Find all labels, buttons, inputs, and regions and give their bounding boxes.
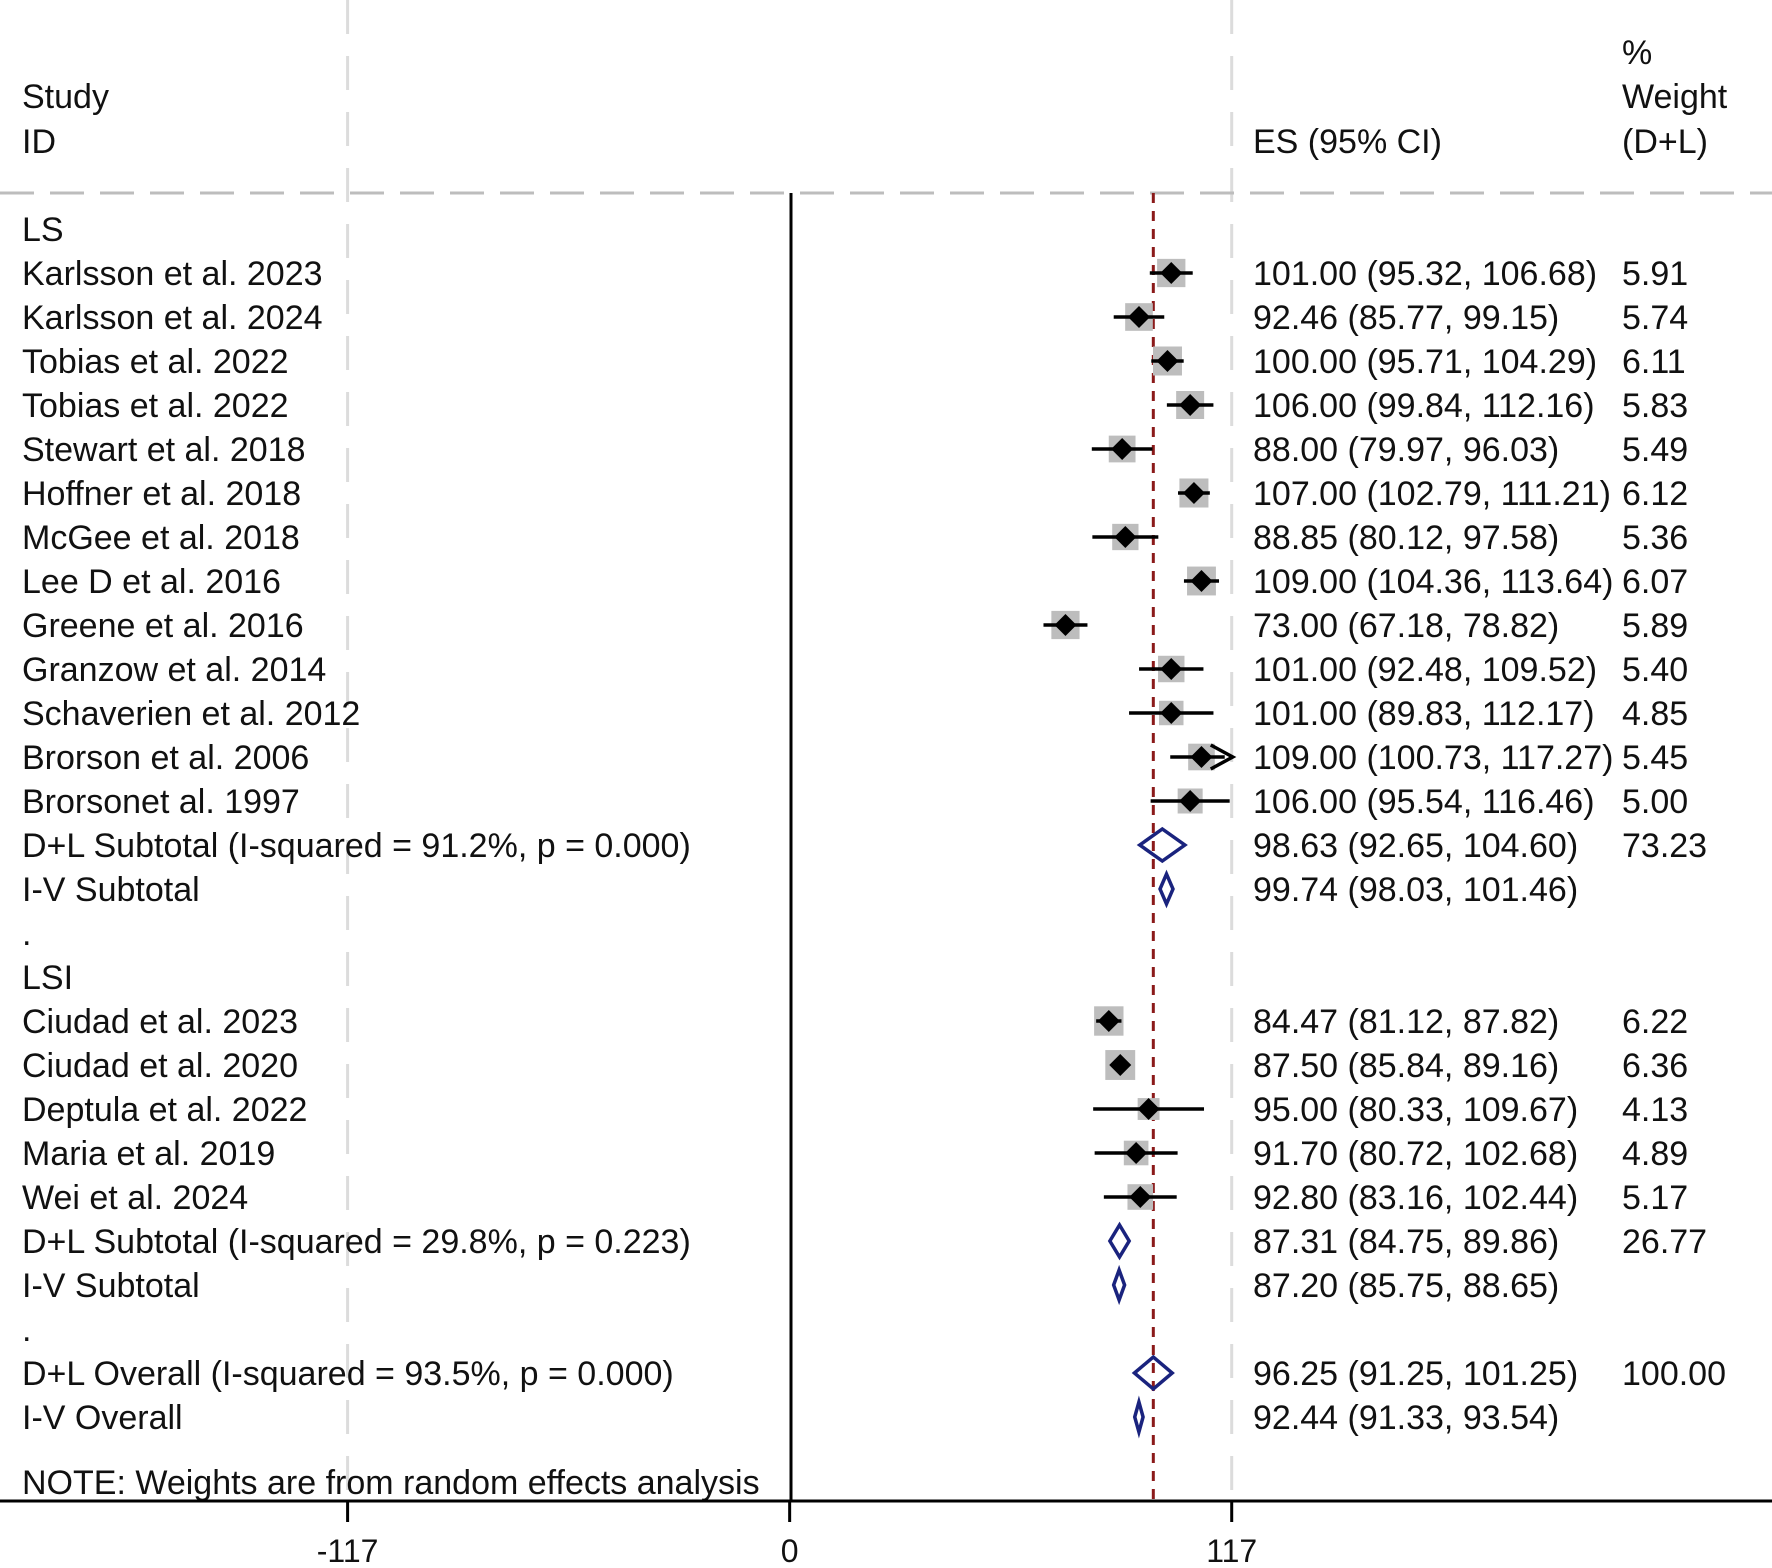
weights-note: NOTE: Weights are from random effects analysis xyxy=(22,1464,760,1502)
row-es-ci: 73.00 (67.18, 78.82) xyxy=(1253,607,1560,645)
row-label: Deptula et al. 2022 xyxy=(22,1091,308,1129)
row-label: Greene et al. 2016 xyxy=(22,607,304,645)
pooled-diamond-iv xyxy=(1160,874,1173,904)
row-study xyxy=(22,343,1686,381)
row-study xyxy=(22,783,1688,821)
row-label: D+L Subtotal (I-squared = 91.2%, p = 0.000) xyxy=(22,827,691,865)
row-label: I-V Subtotal xyxy=(22,1267,200,1305)
row-study xyxy=(22,1135,1688,1173)
row-weight: 5.00 xyxy=(1622,783,1689,821)
row-group xyxy=(22,959,73,997)
header-weight-line1: % xyxy=(1622,34,1653,72)
row-study xyxy=(22,387,1688,425)
row-es-ci: 87.31 (84.75, 89.86) xyxy=(1253,1223,1560,1261)
row-study xyxy=(22,255,1688,293)
row-weight: 6.22 xyxy=(1622,1003,1689,1041)
row-es-ci: 109.00 (100.73, 117.27) xyxy=(1253,739,1614,777)
row-label: Maria et al. 2019 xyxy=(22,1135,276,1173)
row-es-ci: 109.00 (104.36, 113.64) xyxy=(1253,563,1614,601)
row-es-ci: 87.20 (85.75, 88.65) xyxy=(1253,1267,1560,1305)
header-study-line1: Study xyxy=(22,78,109,116)
pooled-diamond-dl xyxy=(1110,1225,1129,1257)
row-weight: 6.07 xyxy=(1622,563,1689,601)
row-weight: 4.85 xyxy=(1622,695,1689,733)
row-label: Brorson et al. 2006 xyxy=(22,739,310,777)
row-weight: 5.83 xyxy=(1622,387,1689,425)
row-label: Hoffner et al. 2018 xyxy=(22,475,302,513)
row-study xyxy=(22,651,1688,689)
row-weight: 6.36 xyxy=(1622,1047,1689,1085)
header-weight-line3: (D+L) xyxy=(1622,123,1708,161)
row-es-ci: 106.00 (95.54, 116.46) xyxy=(1253,783,1595,821)
row-label: D+L Overall (I-squared = 93.5%, p = 0.000) xyxy=(22,1355,674,1393)
row-weight: 5.40 xyxy=(1622,651,1689,689)
row-label: Karlsson et al. 2024 xyxy=(22,299,323,337)
row-label: LSI xyxy=(22,959,74,997)
row-es-ci: 95.00 (80.33, 109.67) xyxy=(1253,1091,1579,1129)
row-weight: 5.89 xyxy=(1622,607,1689,645)
row-weight: 4.13 xyxy=(1622,1091,1689,1129)
row-weight: 73.23 xyxy=(1622,827,1708,865)
row-dl xyxy=(22,1355,1726,1393)
row-es-ci: 107.00 (102.79, 111.21) xyxy=(1253,475,1611,513)
row-label: Ciudad et al. 2020 xyxy=(22,1047,298,1085)
row-label: Ciudad et al. 2023 xyxy=(22,1003,298,1041)
row-weight: 5.17 xyxy=(1622,1179,1689,1217)
row-es-ci: 100.00 (95.71, 104.29) xyxy=(1253,343,1598,381)
row-study xyxy=(22,695,1688,733)
row-es-ci: 84.47 (81.12, 87.82) xyxy=(1253,1003,1560,1041)
row-study xyxy=(22,1179,1688,1217)
row-es-ci: 92.44 (91.33, 93.54) xyxy=(1253,1399,1560,1437)
row-label: Tobias et al. 2022 xyxy=(22,343,289,381)
row-label: I-V Overall xyxy=(22,1399,183,1437)
row-weight: 5.91 xyxy=(1622,255,1689,293)
row-study xyxy=(22,299,1688,337)
row-group xyxy=(22,211,64,249)
row-weight: 6.11 xyxy=(1622,343,1686,381)
pooled-diamond-iv xyxy=(1114,1270,1125,1300)
row-weight: 26.77 xyxy=(1622,1223,1708,1261)
row-dl xyxy=(22,1223,1707,1261)
row-study xyxy=(22,431,1688,469)
row-weight: 100.00 xyxy=(1622,1355,1726,1393)
row-study xyxy=(22,607,1688,645)
column-headers xyxy=(22,34,1728,161)
row-weight: 5.45 xyxy=(1622,739,1689,777)
row-spacer xyxy=(22,1311,31,1349)
row-label: Schaverien et al. 2012 xyxy=(22,695,361,733)
row-label: Granzow et al. 2014 xyxy=(22,651,327,689)
row-label: Lee D et al. 2016 xyxy=(22,563,281,601)
row-study xyxy=(22,475,1688,513)
row-es-ci: 88.85 (80.12, 97.58) xyxy=(1253,519,1560,557)
row-study xyxy=(22,1047,1688,1085)
row-weight: 4.89 xyxy=(1622,1135,1689,1173)
header-weight-line2: Weight xyxy=(1622,78,1728,116)
row-iv xyxy=(22,871,1578,909)
row-study xyxy=(22,1091,1688,1129)
pooled-diamond-dl xyxy=(1140,829,1185,861)
row-label: . xyxy=(22,915,32,953)
row-es-ci: 92.46 (85.77, 99.15) xyxy=(1253,299,1560,337)
row-spacer xyxy=(22,915,31,953)
row-label: LS xyxy=(22,211,64,249)
row-weight: 5.36 xyxy=(1622,519,1689,557)
row-weight: 5.49 xyxy=(1622,431,1689,469)
pooled-diamond-iv xyxy=(1135,1402,1143,1432)
rows-layer xyxy=(22,211,1726,1437)
row-weight: 5.74 xyxy=(1622,299,1689,337)
x-tick-label: 0 xyxy=(780,1533,799,1568)
x-tick-label: 117 xyxy=(1206,1533,1258,1568)
row-es-ci: 98.63 (92.65, 104.60) xyxy=(1253,827,1579,865)
row-label: Stewart et al. 2018 xyxy=(22,431,306,469)
x-tick-label: -117 xyxy=(316,1533,379,1568)
row-study xyxy=(22,1003,1688,1041)
row-label: Karlsson et al. 2023 xyxy=(22,255,323,293)
row-label: Wei et al. 2024 xyxy=(22,1179,249,1217)
row-label: Brorsonet al. 1997 xyxy=(22,783,300,821)
row-label: Tobias et al. 2022 xyxy=(22,387,289,425)
row-dl xyxy=(22,827,1707,865)
row-label: McGee et al. 2018 xyxy=(22,519,300,557)
row-study xyxy=(22,739,1688,777)
header-study-line2: ID xyxy=(22,123,56,161)
row-label: D+L Subtotal (I-squared = 29.8%, p = 0.223) xyxy=(22,1223,691,1261)
row-es-ci: 87.50 (85.84, 89.16) xyxy=(1253,1047,1560,1085)
row-es-ci: 88.00 (79.97, 96.03) xyxy=(1253,431,1560,469)
row-study xyxy=(22,519,1688,557)
row-weight: 6.12 xyxy=(1622,475,1689,513)
row-study xyxy=(22,563,1688,601)
row-es-ci: 101.00 (92.48, 109.52) xyxy=(1253,651,1598,689)
row-label: . xyxy=(22,1311,32,1349)
row-es-ci: 96.25 (91.25, 101.25) xyxy=(1253,1355,1579,1393)
row-es-ci: 91.70 (80.72, 102.68) xyxy=(1253,1135,1579,1173)
row-es-ci: 92.80 (83.16, 102.44) xyxy=(1253,1179,1579,1217)
row-es-ci: 101.00 (95.32, 106.68) xyxy=(1253,255,1598,293)
row-label: I-V Subtotal xyxy=(22,871,200,909)
header-es: ES (95% CI) xyxy=(1253,123,1442,161)
row-es-ci: 106.00 (99.84, 112.16) xyxy=(1253,387,1595,425)
x-axis-ticks xyxy=(317,1501,1257,1568)
row-es-ci: 99.74 (98.03, 101.46) xyxy=(1253,871,1579,909)
row-es-ci: 101.00 (89.83, 112.17) xyxy=(1253,695,1595,733)
